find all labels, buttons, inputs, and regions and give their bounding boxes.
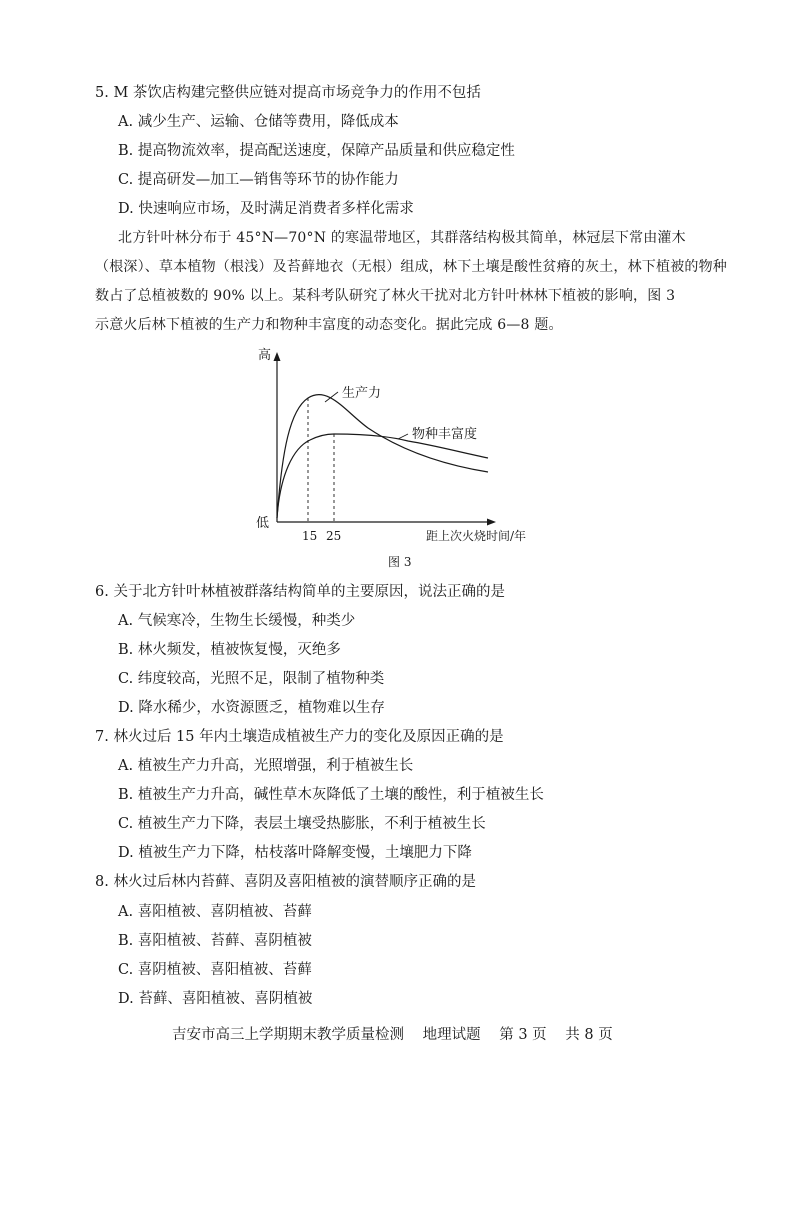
question-5-option-c: C. 提高研发—加工—销售等环节的协作能力	[118, 172, 399, 188]
question-7-option-d: D. 植被生产力下降，枯枝落叶降解变慢，土壤肥力下降	[118, 845, 472, 861]
y-axis-low-label: 低	[256, 516, 270, 531]
question-5-option-b: B. 提高物流效率，提高配送速度，保障产品质量和供应稳定性	[118, 143, 515, 159]
question-6-stem: 6. 关于北方针叶林植被群落结构简单的主要原因，说法正确的是	[95, 584, 505, 600]
x-axis-arrow	[487, 519, 496, 526]
question-7-option-c: C. 植被生产力下降，表层土壤受热膨胀，不利于植被生长	[118, 816, 486, 832]
question-5-stem: 5. M 茶饮店构建完整供应链对提高市场竞争力的作用不包括	[95, 85, 481, 101]
footer-page-number: 第 3 页	[499, 1027, 547, 1043]
species-richness-leader-line	[398, 434, 408, 439]
question-7-stem: 7. 林火过后 15 年内土壤造成植被生产力的变化及原因正确的是	[95, 729, 504, 745]
passage-line-1: 北方针叶林分布于 45°N—70°N 的寒温带地区，其群落结构极其简单，林冠层下常由灌木	[118, 230, 686, 246]
question-7-option-a: A. 植被生产力升高，光照增强，利于植被生长	[118, 758, 414, 774]
question-8-stem: 8. 林火过后林内苔藓、喜阴及喜阳植被的演替顺序正确的是	[95, 874, 476, 890]
footer-total-pages: 共 8 页	[565, 1027, 613, 1043]
figure-3-chart	[248, 340, 558, 560]
species-richness-curve	[277, 434, 488, 518]
productivity-label: 生产力	[342, 386, 382, 401]
question-7-option-b: B. 植被生产力升高，碱性草木灰降低了土壤的酸性，利于植被生长	[118, 787, 544, 803]
species-richness-label: 物种丰富度	[412, 427, 478, 442]
question-6-option-d: D. 降水稀少，水资源匮乏，植物难以生存	[118, 700, 385, 716]
footer-subject: 地理试题	[422, 1027, 481, 1043]
question-5-option-a: A. 减少生产、运输、仓储等费用，降低成本	[118, 114, 399, 130]
question-6-option-b: B. 林火频发，植被恢复慢，灭绝多	[118, 642, 341, 658]
question-8-option-c: C. 喜阴植被、喜阳植被、苔藓	[118, 962, 312, 978]
footer-exam-title: 吉安市高三上学期期末教学质量检测	[172, 1027, 404, 1043]
question-8-option-a: A. 喜阳植被、喜阴植被、苔藓	[118, 904, 312, 920]
productivity-leader-line	[325, 392, 338, 402]
page-footer	[172, 1023, 627, 1044]
x-tick-15: 15	[302, 529, 318, 543]
productivity-curve	[277, 395, 488, 518]
question-5-option-d: D. 快速响应市场，及时满足消费者多样化需求	[118, 201, 414, 217]
y-axis-high-label: 高	[258, 348, 272, 363]
passage-line-2: （根深）、草本植物（根浅）及苔藓地衣（无根）组成，林下土壤是酸性贫瘠的灰土，林下植被的物种	[95, 259, 727, 275]
passage-line-3: 数占了总植被数的 90% 以上。某科考队研究了林火干扰对北方针叶林林下植被的影响，图 3	[95, 288, 676, 304]
x-tick-25: 25	[326, 529, 342, 543]
x-axis-label: 距上次火烧时间/年	[426, 529, 527, 543]
question-6-option-a: A. 气候寒冷，生物生长缓慢，种类少	[118, 613, 356, 629]
passage-line-4: 示意火后林下植被的生产力和物种丰富度的动态变化。据此完成 6—8 题。	[95, 317, 563, 333]
figure-caption: 图 3	[388, 555, 412, 569]
y-axis-arrow	[274, 352, 281, 361]
question-8-option-d: D. 苔藓、喜阳植被、喜阴植被	[118, 991, 313, 1007]
question-6-option-c: C. 纬度较高，光照不足，限制了植物种类	[118, 671, 385, 687]
question-8-option-b: B. 喜阳植被、苔藓、喜阴植被	[118, 933, 312, 949]
